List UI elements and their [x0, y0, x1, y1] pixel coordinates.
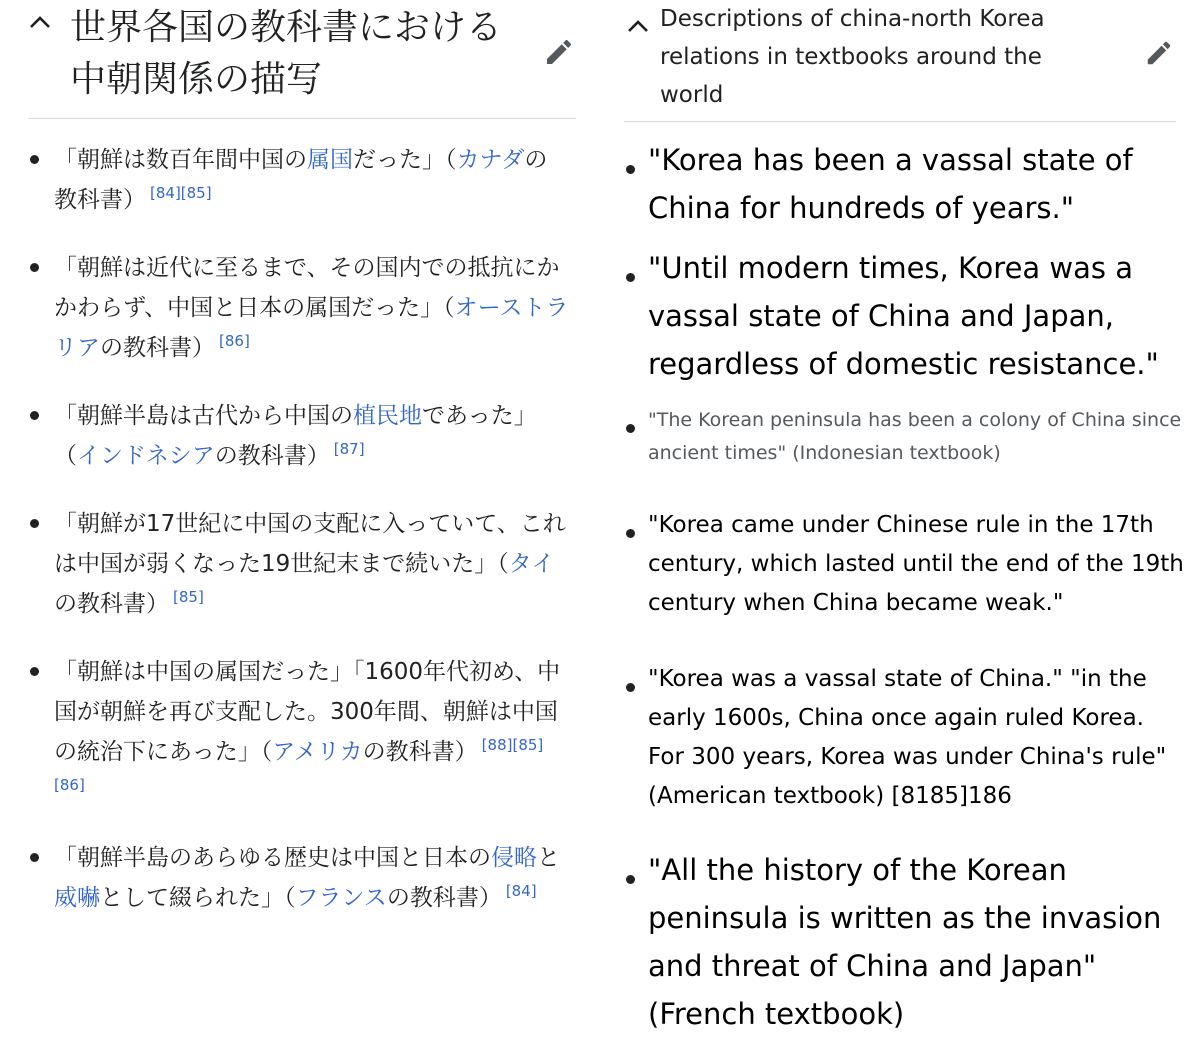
bullet-dot	[626, 529, 635, 538]
bullet-dot	[626, 273, 635, 282]
text-segment: 「朝鮮は数百年間中国の	[54, 147, 307, 173]
heading-divider	[624, 121, 1176, 122]
left-panel-japanese	[0, 0, 600, 979]
text-segment: 「朝鮮半島は古代から中国の	[54, 403, 353, 429]
list-item	[624, 244, 1184, 388]
text-segment: だった」（	[353, 147, 457, 173]
wiki-link[interactable]: インドネシア	[77, 443, 215, 469]
list-item	[624, 846, 1184, 1038]
heading-divider	[28, 118, 576, 119]
list-item-text: "Until modern times, Korea was a vassal state of China and Japan, regardless of domestic resistance."	[648, 251, 1159, 381]
list-item	[30, 504, 570, 624]
text-segment: であった」（	[54, 403, 537, 469]
wiki-link[interactable]: アメリカ	[272, 739, 363, 765]
text-segment: の教科書）	[54, 591, 169, 617]
list-item	[624, 506, 1184, 623]
chevron-up-icon[interactable]	[626, 18, 650, 34]
wiki-link[interactable]: オーストラリア	[54, 295, 569, 361]
list-item-text	[54, 140, 570, 220]
citation-link[interactable]: [88][85][86]	[54, 736, 544, 795]
list-item-text	[54, 838, 570, 918]
list-item	[30, 652, 570, 812]
wiki-link[interactable]: 植民地	[353, 403, 422, 429]
wiki-link[interactable]: タイ	[508, 551, 555, 577]
citation-link[interactable]: [84]	[505, 882, 537, 901]
bullet-dot	[626, 165, 635, 174]
citation-link[interactable]: [84][85]	[150, 184, 212, 203]
text-segment: の教科書）	[362, 739, 478, 765]
bullet-dot	[30, 155, 39, 164]
list-item-text: "Korea came under Chinese rule in the 17th century, which lasted until the end of the 19th century when China became weak."	[648, 512, 1184, 616]
chevron-up-icon[interactable]	[28, 14, 52, 30]
list-item	[30, 140, 570, 220]
bullet-dot	[30, 519, 39, 528]
text-segment: の教科書）	[386, 885, 502, 911]
list-item	[624, 660, 1184, 816]
text-segment: 「朝鮮が17世紀に中国の支配に入っていて、これは中国が弱くなった19世紀末まで続いた」（	[54, 511, 566, 577]
citation-link[interactable]: [87]	[333, 440, 365, 459]
bullet-dot	[30, 411, 39, 420]
list-item-text	[54, 652, 570, 812]
list-item-text	[54, 396, 570, 476]
section-heading-japanese: 世界各国の教科書における中朝関係の描写	[70, 7, 503, 100]
text-segment: の教科書）	[100, 335, 215, 361]
text-segment: と	[537, 845, 560, 871]
section-heading-english: Descriptions of china-north Korea relations in textbooks around the world	[660, 6, 1045, 108]
text-segment: 「朝鮮半島のあらゆる歴史は中国と日本の	[54, 845, 491, 871]
wiki-link[interactable]: 威嚇	[54, 885, 100, 911]
bullet-dot	[30, 263, 39, 272]
citation-link[interactable]: [85]	[173, 588, 204, 607]
bullet-dot	[30, 853, 39, 862]
list-item	[30, 838, 570, 918]
text-segment: 「朝鮮は近代に至るまで、その国内での抵抗にかかわらず、中国と日本の属国だった」（	[54, 255, 560, 321]
text-segment: として綴られた」（	[100, 885, 296, 911]
bullet-dot	[626, 683, 635, 692]
edit-pencil-icon[interactable]	[1144, 38, 1174, 68]
list-item-text: "Korea has been a vassal state of China for hundreds of years."	[648, 143, 1133, 225]
bullet-dot	[626, 424, 635, 433]
list-item	[30, 248, 570, 368]
wiki-link[interactable]: フランス	[295, 885, 387, 911]
list-item-text	[54, 504, 570, 624]
list-item-text: "Korea was a vassal state of China." "in the early 1600s, China once again ruled Korea. For 300 years, Korea was under China's rule" (American textbook) [8185]186	[648, 666, 1167, 809]
wiki-link[interactable]: 属国	[307, 147, 353, 173]
list-item-text: "All the history of the Korean peninsula is written as the invasion and threat of China and Japan" (French textbook)	[648, 853, 1162, 1031]
right-panel-english	[600, 0, 1200, 1031]
list-item-text: "The Korean peninsula has been a colony of China since ancient times" (Indonesian textbook)	[648, 409, 1182, 464]
bullet-dot	[30, 667, 39, 676]
wiki-link[interactable]: カナダ	[456, 147, 525, 173]
edit-pencil-icon[interactable]	[543, 36, 575, 68]
text-segment: 「朝鮮は中国の属国だった」「1600年代初め、中国が朝鮮を再び支配した。300年間、朝鮮は中国の統治下にあった」（	[54, 659, 561, 765]
text-segment: の教科書）	[214, 443, 330, 469]
list-item	[624, 404, 1184, 470]
list-item-text	[54, 248, 570, 368]
list-item	[30, 396, 570, 476]
text-segment: の教科書）	[54, 147, 548, 213]
citation-link[interactable]: [86]	[219, 332, 250, 351]
bullet-dot	[626, 875, 635, 884]
list-item	[624, 136, 1184, 232]
wiki-link[interactable]: 侵略	[491, 845, 537, 871]
